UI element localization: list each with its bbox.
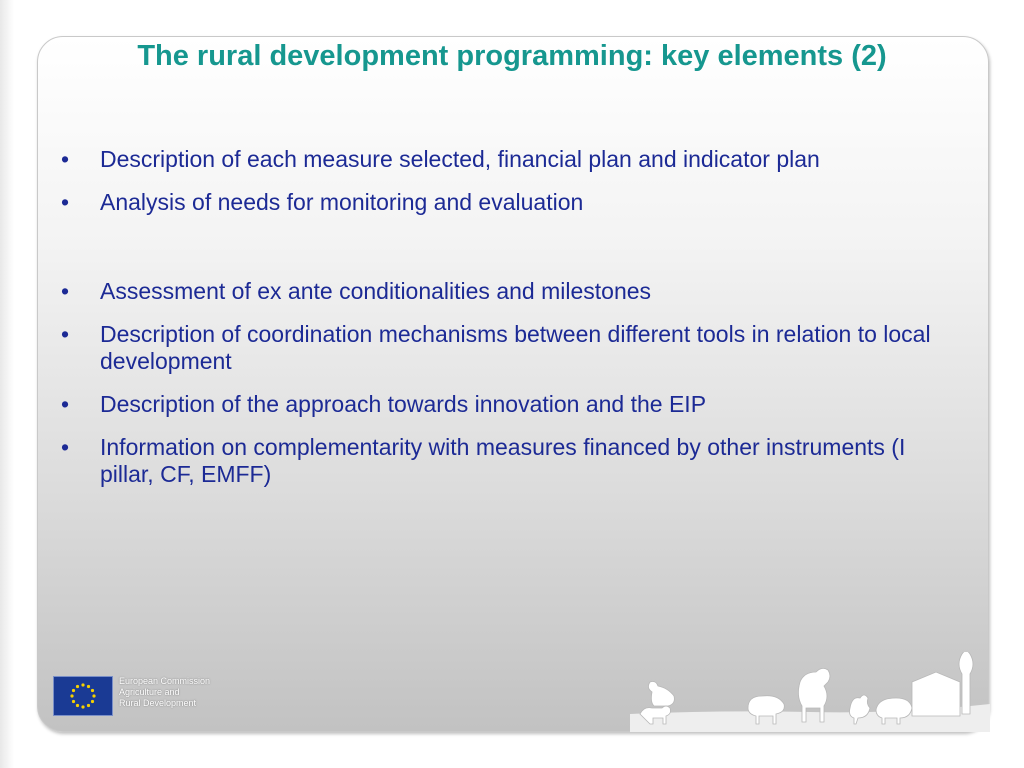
bullet-text: Description of the approach towards innovation and the EIP — [100, 391, 707, 417]
bullet-marker: • — [61, 189, 70, 215]
bullet-list — [56, 146, 956, 504]
farm-animals-silhouette-icon — [630, 652, 990, 732]
slide-title: The rural development programming: key elements (2) — [137, 40, 887, 72]
bullet-text: Information on complementarity with measures financed by other instruments (I pillar, CF, EMFF) — [100, 434, 906, 487]
bullet-item — [56, 321, 956, 375]
bullet-text: Description of each measure selected, financial plan and indicator plan — [100, 146, 820, 172]
bullet-marker: • — [61, 146, 70, 172]
bullet-text: Assessment of ex ante conditionalities and milestones — [100, 278, 652, 304]
left-edge-shadow — [0, 0, 14, 768]
bullet-item — [56, 146, 956, 173]
eu-flag-icon — [53, 676, 113, 716]
logo-line: Rural Development — [119, 698, 197, 708]
logo-line: Agriculture and — [119, 687, 180, 697]
logo-line: European Commission — [119, 676, 211, 686]
bullet-item — [56, 434, 956, 488]
bullet-text: Analysis of needs for monitoring and evaluation — [100, 189, 584, 215]
bullet-marker: • — [61, 278, 70, 304]
bullet-item — [56, 391, 956, 418]
bullet-marker: • — [61, 391, 70, 417]
logo-text — [119, 676, 210, 709]
bullet-item — [56, 278, 956, 305]
ec-logo — [53, 676, 210, 716]
bullet-text: Description of coordination mechanisms between different tools in relation to local development — [100, 321, 931, 374]
bullet-item — [56, 189, 956, 216]
bullet-marker: • — [61, 321, 70, 347]
bullet-marker: • — [61, 434, 70, 460]
